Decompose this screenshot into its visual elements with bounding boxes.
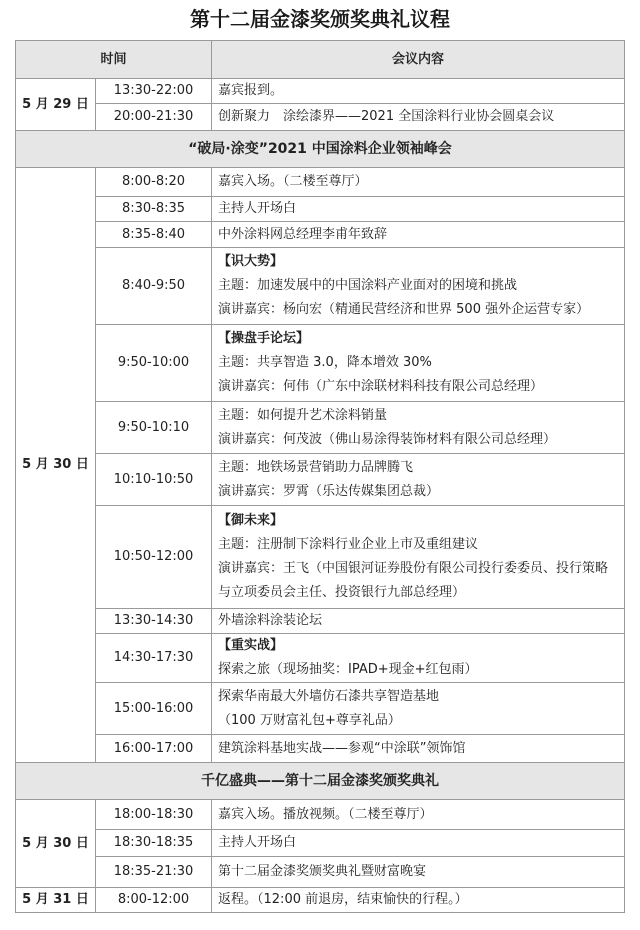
topic-heading: 【重实战】: [218, 638, 284, 653]
date-cell: 5 月 30 日: [16, 168, 96, 763]
content-cell: [212, 454, 625, 506]
time-cell: 10:10-10:50: [96, 454, 212, 506]
table-row: [16, 104, 625, 131]
topic-heading: 【识大势】: [218, 254, 284, 269]
agenda-table: [15, 40, 625, 913]
content-line: 外墙涂料涂装论坛: [218, 613, 323, 628]
time-cell: 16:00-17:00: [96, 735, 212, 763]
content-line: 演讲嘉宾：何茂波（佛山易涂得装饰材料有限公司总经理）: [218, 431, 557, 447]
content-line: 嘉宾报到。: [218, 83, 284, 98]
table-row: [16, 683, 625, 735]
table-row: [16, 248, 625, 325]
time-cell: 18:00-18:30: [96, 800, 212, 830]
topic-heading: 【御未来】: [218, 513, 284, 528]
table-row: [16, 634, 625, 683]
time-cell: 18:30-18:35: [96, 830, 212, 857]
table-row: [16, 888, 625, 913]
content-line: 演讲嘉宾：王飞（中国银河证券股份有限公司投行委委员、投行策略: [218, 561, 609, 576]
time-cell: 18:35-21:30: [96, 857, 212, 888]
time-cell: 9:50-10:00: [96, 325, 212, 402]
table-row: [16, 800, 625, 830]
time-cell: 8:00-8:20: [96, 168, 212, 197]
header-content: 会议内容: [212, 41, 625, 79]
table-row: [16, 735, 625, 763]
table-row: [16, 609, 625, 634]
content-cell: [212, 634, 625, 683]
table-row: [16, 325, 625, 402]
time-cell: 9:50-10:10: [96, 402, 212, 454]
content-cell: [212, 248, 625, 325]
content-line: 与立项委员会主任、投资银行九部总经理）: [218, 585, 466, 600]
content-line: 探索华南最大外墙仿石漆共享智造基地: [218, 688, 440, 704]
content-cell: [212, 800, 625, 830]
content-line: 主题：地铁场景营销助力品牌腾飞: [218, 459, 414, 475]
section-row: [16, 763, 625, 800]
table-row: [16, 402, 625, 454]
content-line: 建筑涂料基地实战——参观“中涂联”领饰馆: [218, 740, 466, 756]
time-cell: 13:30-14:30: [96, 609, 212, 634]
time-cell: 15:00-16:00: [96, 683, 212, 735]
header-time: 时间: [16, 41, 212, 79]
content-cell: [212, 506, 625, 609]
time-cell: 8:35-8:40: [96, 222, 212, 248]
table-row: [16, 454, 625, 506]
content-cell: [212, 222, 625, 248]
time-cell: 20:00-21:30: [96, 104, 212, 131]
table-row: [16, 197, 625, 222]
table-row: [16, 830, 625, 857]
content-line: 演讲嘉宾：何伟（广东中涂联材料科技有限公司总经理）: [218, 379, 544, 394]
content-line: 主持人开场白: [218, 201, 297, 216]
content-line: 返程。（12:00 前退房，结束愉快的行程。）: [218, 892, 468, 907]
content-cell: [212, 325, 625, 402]
content-cell: [212, 888, 625, 913]
content-line: 嘉宾入场。（二楼至尊厅）: [218, 174, 368, 189]
content-line: （100 万财富礼包+尊享礼品）: [218, 712, 401, 728]
content-cell: [212, 683, 625, 735]
content-line: 主持人开场白: [218, 835, 297, 850]
content-line: 主题：如何提升艺术涂料销量: [218, 407, 388, 423]
section-title: 千亿盛典——第十二届金漆奖颁奖典礼: [16, 763, 625, 800]
content-cell: [212, 197, 625, 222]
content-line: 嘉宾入场。播放视频。（二楼至尊厅）: [218, 806, 433, 822]
content-cell: [212, 104, 625, 131]
section-title: “破局·涂变”2021 中国涂料企业领袖峰会: [16, 131, 625, 168]
content-cell: [212, 609, 625, 634]
content-cell: [212, 735, 625, 763]
content-cell: [212, 402, 625, 454]
content-line: 演讲嘉宾：罗霄（乐达传媒集团总裁）: [218, 483, 440, 499]
time-cell: 14:30-17:30: [96, 634, 212, 683]
section-row: [16, 131, 625, 168]
table-row: [16, 222, 625, 248]
content-cell: [212, 79, 625, 104]
content-line: 主题：加速发展中的中国涂料产业面对的困境和挑战: [218, 278, 518, 293]
table-row: [16, 79, 625, 104]
date-cell: 5 月 30 日: [16, 800, 96, 888]
table-row: [16, 168, 625, 197]
content-line: 第十二届金漆奖颁奖典礼暨财富晚宴: [218, 864, 427, 879]
time-cell: 8:40-9:50: [96, 248, 212, 325]
content-line: 中外涂料网总经理李甫年致辞: [218, 226, 388, 242]
page-title: 第十二届金漆奖颁奖典礼议程: [190, 7, 450, 31]
table-header-row: [16, 41, 625, 79]
time-cell: 8:30-8:35: [96, 197, 212, 222]
content-cell: [212, 857, 625, 888]
agenda-body: [16, 79, 625, 913]
content-cell: [212, 830, 625, 857]
date-cell: 5 月 29 日: [16, 79, 96, 131]
content-cell: [212, 168, 625, 197]
content-line: 演讲嘉宾：杨向宏（精通民营经济和世界 500 强外企运营专家）: [218, 302, 590, 317]
content-line: 创新聚力 涂绘漆界——2021 全国涂料行业协会圆桌会议: [218, 109, 555, 124]
content-line: 主题：共享智造 3.0，降本增效 30%: [218, 355, 432, 370]
time-cell: 10:50-12:00: [96, 506, 212, 609]
time-cell: 13:30-22:00: [96, 79, 212, 104]
time-cell: 8:00-12:00: [96, 888, 212, 913]
date-cell: 5 月 31 日: [16, 888, 96, 913]
table-row: [16, 857, 625, 888]
topic-heading: 【操盘手论坛】: [218, 331, 310, 346]
content-line: 探索之旅（现场抽奖：IPAD+现金+红包雨）: [218, 662, 478, 677]
content-line: 主题：注册制下涂料行业企业上市及重组建议: [218, 537, 479, 552]
table-row: [16, 506, 625, 609]
